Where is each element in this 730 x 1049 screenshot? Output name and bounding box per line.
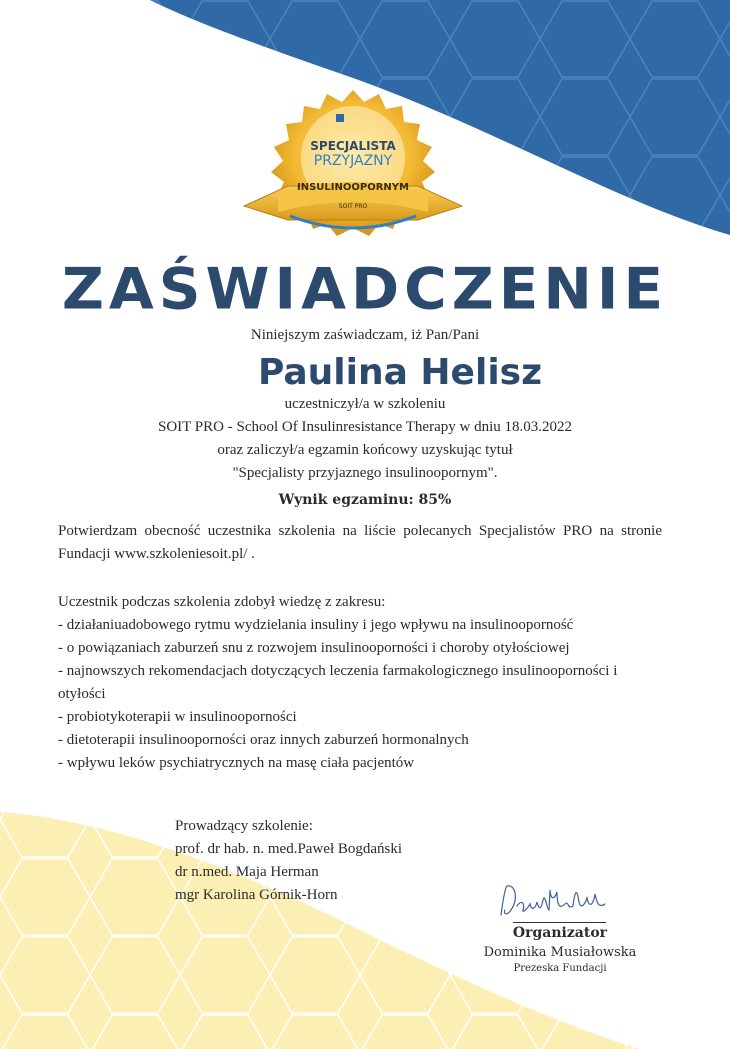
- badge-line1: SPECJALISTA: [310, 139, 396, 153]
- knowledge-item: - o powiązaniach zaburzeń snu z rozwojem insulinooporności i choroby otyłościowej: [58, 640, 570, 656]
- knowledge-item: - dietoterapii insulinooporności oraz innych zaburzeń hormonalnych: [58, 732, 469, 748]
- knowledge-item: - najnowszych rekomendacjach dotyczących leczenia farmakologicznego insulinooporności i otyłości: [58, 663, 618, 702]
- trainer-name: dr n.med. Maja Herman: [175, 864, 319, 880]
- participation-text: uczestniczył/a w szkoleniu: [284, 396, 446, 412]
- certificate-title: ZAŚWIADCZENIE: [61, 255, 669, 323]
- confirmation-paragraph: Potwierdzam obecność uczestnika szkolenia na liście polecanych Specjalistów PRO na stronie Fundacji www.szkoleniesoit.pl/ .: [58, 523, 662, 562]
- exam-score: Wynik egzaminu: 85%: [278, 492, 452, 508]
- trainers-heading: Prowadzący szkolenie:: [175, 818, 313, 834]
- badge-ribbon-text: INSULINOOPORNYM: [297, 182, 409, 193]
- knowledge-item: - wpływu leków psychiatrycznych na masę ciała pacjentów: [58, 755, 415, 771]
- signature-line: [513, 922, 606, 923]
- organizer-label: Organizator: [512, 925, 608, 941]
- knowledge-section: [58, 591, 668, 775]
- intro-text: Niniejszym zaświadczam, iż Pan/Pani: [250, 327, 480, 343]
- badge-line2: PRZYJAZNY: [313, 153, 393, 169]
- trainer-name: mgr Karolina Górnik-Horn: [175, 887, 338, 903]
- knowledge-item: - probiotykoterapii w insulinooporności: [58, 709, 297, 725]
- badge-footer: SOIT PRO: [338, 203, 368, 210]
- soit-logo-icon: [336, 114, 344, 122]
- earned-title-text: "Specjalisty przyjaznego insulinoopornym".: [232, 465, 498, 481]
- knowledge-heading: Uczestnik podczas szkolenia zdobył wiedzę z zakresu:: [58, 594, 386, 610]
- organizer-name: Dominika Musiałowska: [483, 945, 637, 960]
- training-text: SOIT PRO - School Of Insulinresistance Therapy w dniu 18.03.2022: [158, 419, 572, 435]
- knowledge-item: - działaniuadobowego rytmu wydzielania insuliny i jego wpływu na insulinooporność: [58, 617, 574, 633]
- signature-image: [495, 880, 615, 925]
- organizer-role: Prezeska Fundacji: [513, 963, 607, 974]
- participant-name: Paulina Helisz: [257, 352, 543, 393]
- trainers-section: [175, 815, 402, 907]
- exam-passed-text: oraz zaliczył/a egzamin końcowy uzyskując tytuł: [217, 442, 513, 458]
- specialist-badge: [238, 88, 468, 243]
- trainer-name: prof. dr hab. n. med.Paweł Bogdański: [175, 841, 403, 857]
